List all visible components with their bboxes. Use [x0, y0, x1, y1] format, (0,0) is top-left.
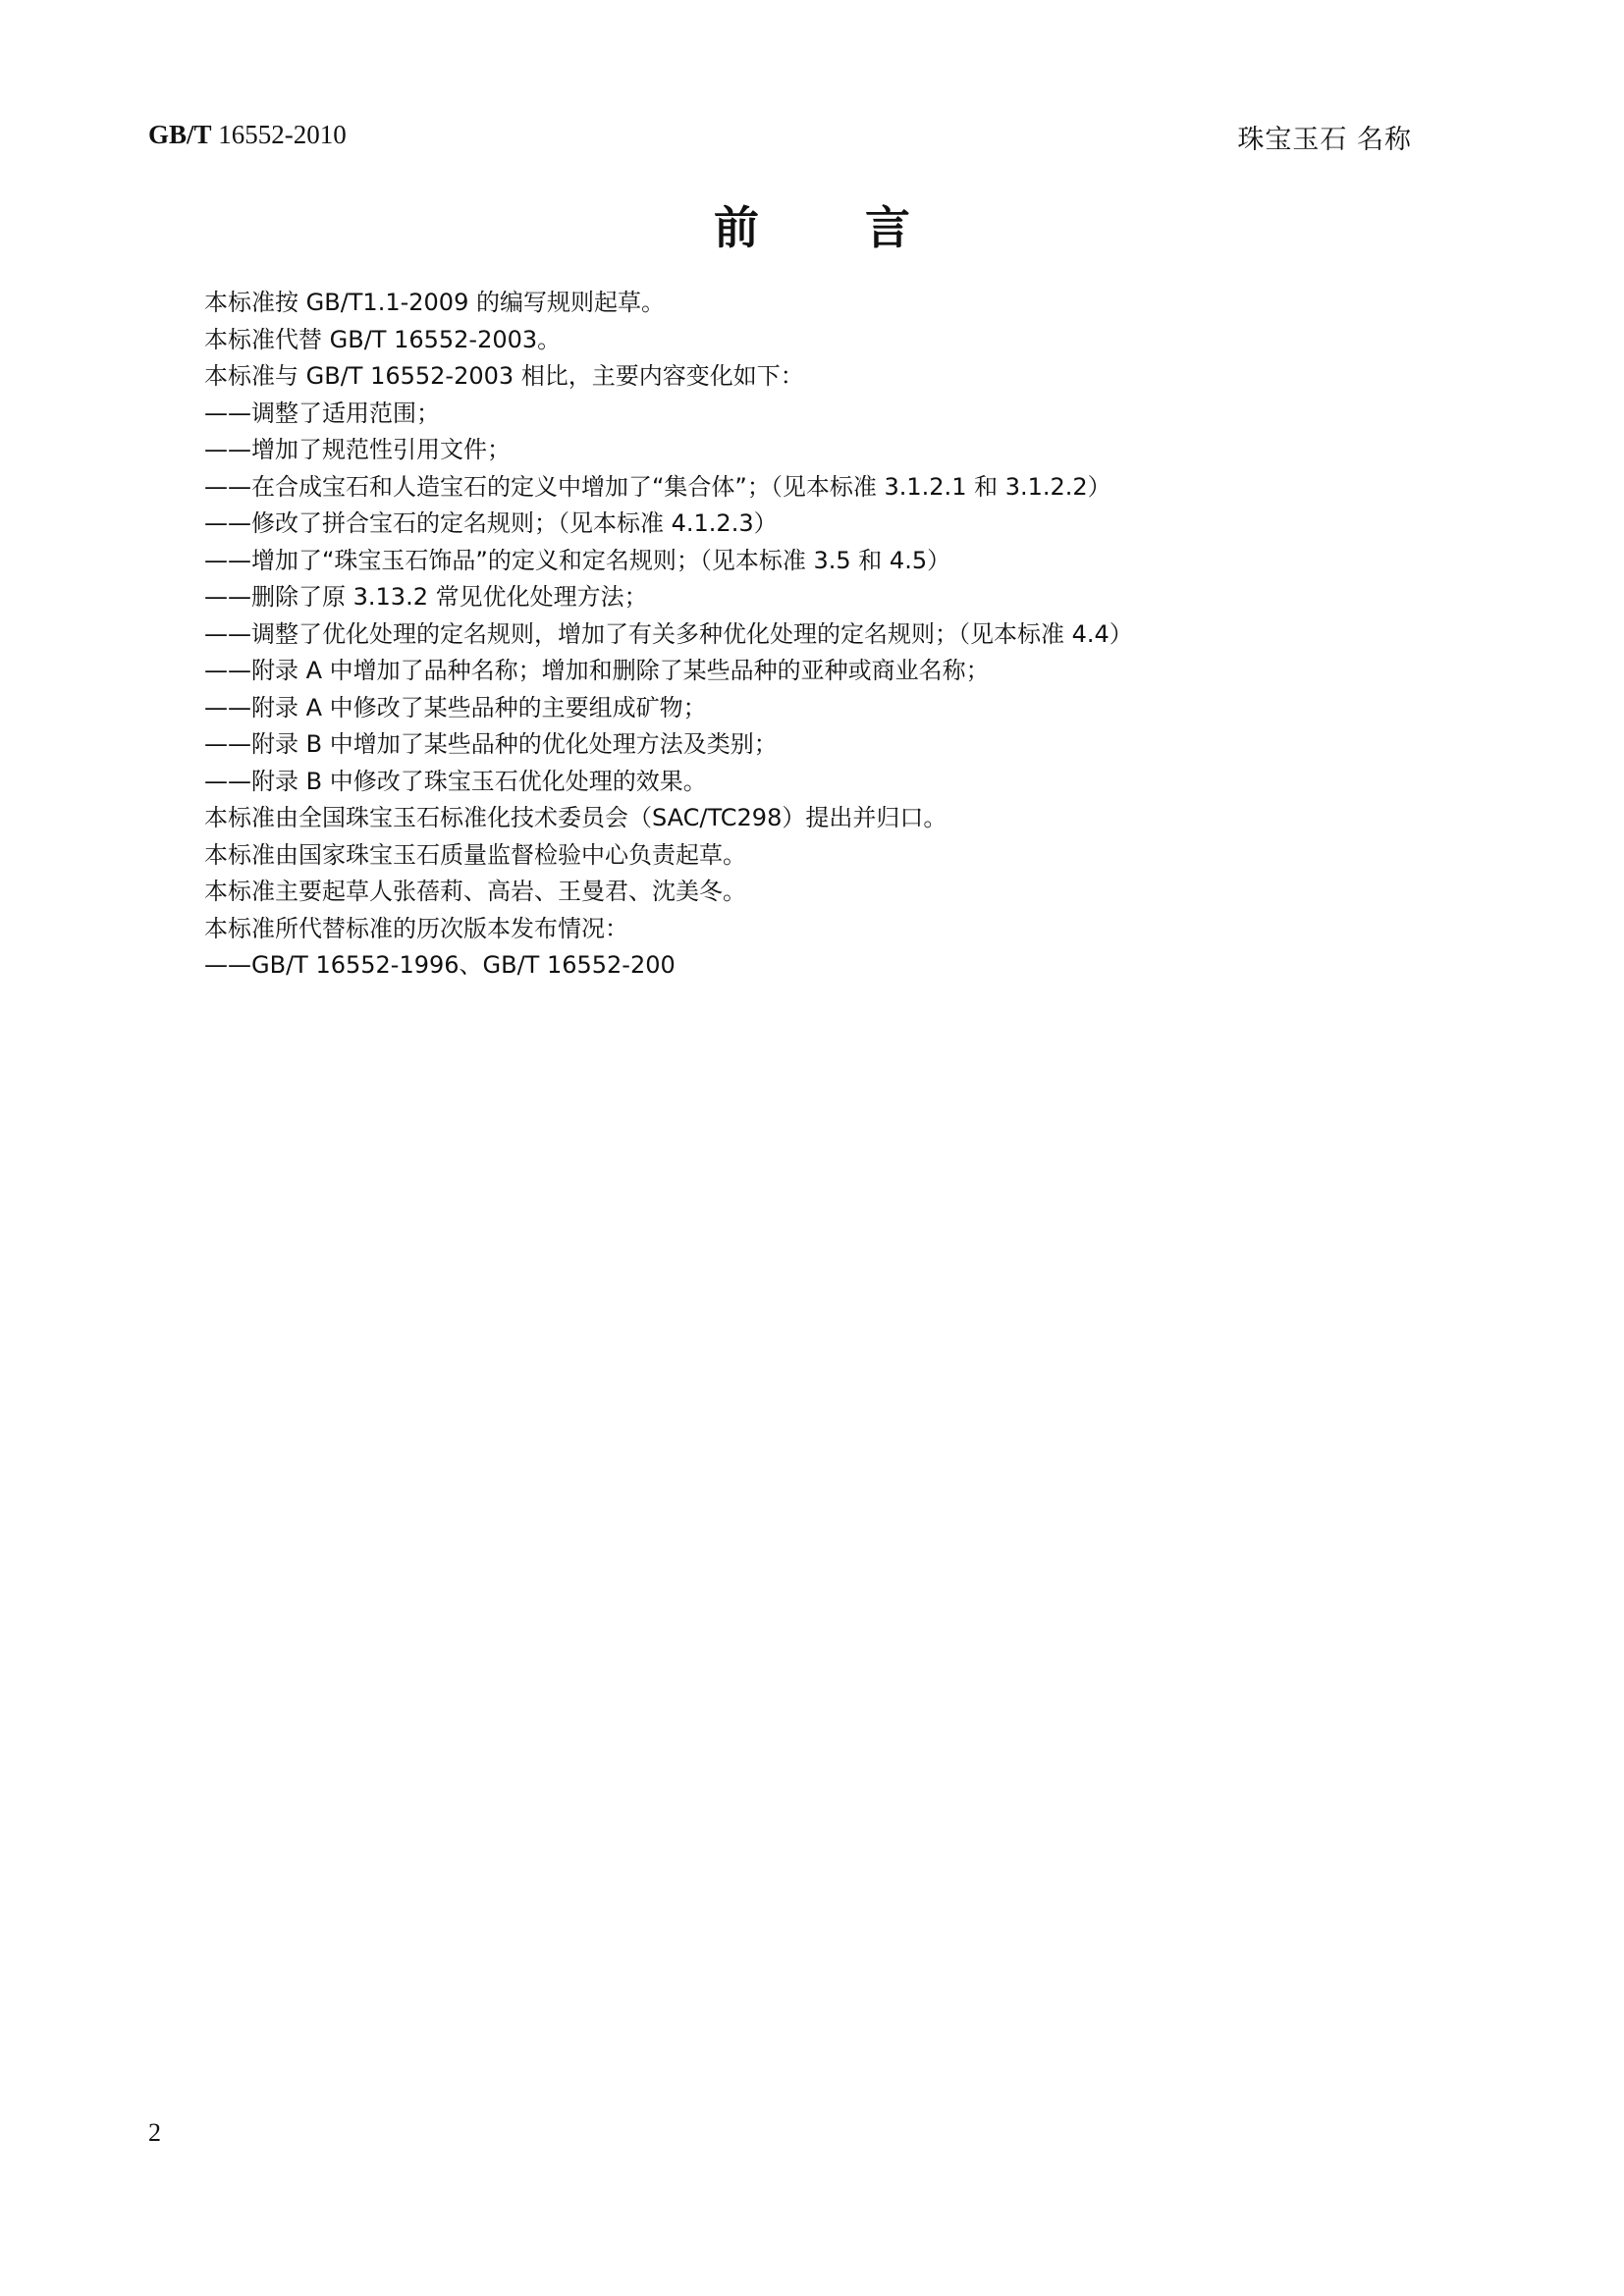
list-item: ——调整了优化处理的定名规则，增加了有关多种优化处理的定名规则；（见本标准 4.4） — [204, 619, 1133, 648]
list-item: ——附录 B 中增加了某些品种的优化处理方法及类别； — [204, 730, 778, 758]
document-title: 珠宝玉石 名称 — [1237, 125, 1412, 155]
preface-body — [204, 285, 1441, 985]
list-item: ——附录 A 中增加了品种名称；增加和删除了某些品种的亚种或商业名称； — [204, 657, 990, 684]
list-item: ——GB/T 16552-1996、GB/T 16552-200 — [204, 951, 676, 979]
standard-prefix: GB/T — [148, 120, 212, 149]
list-item: ——附录 A 中修改了某些品种的主要组成矿物； — [204, 693, 707, 721]
text-line: 本标准与 GB/T 16552-2003 相比，主要内容变化如下： — [204, 362, 804, 390]
page-number: 2 — [148, 2118, 161, 2147]
text-line: 本标准主要起草人张蓓莉、高岩、王曼君、沈美冬。 — [204, 878, 746, 905]
list-item: ——修改了拼合宝石的定名规则；（见本标准 4.1.2.3） — [204, 509, 778, 537]
standard-number: 16552-2010 — [211, 120, 347, 149]
list-item: ——增加了规范性引用文件； — [204, 436, 511, 463]
text-line: 本标准由全国珠宝玉石标准化技术委员会（SAC/TC298）提出并归口。 — [204, 804, 947, 831]
list-item: ——增加了“珠宝玉石饰品”的定义和定名规则；（见本标准 3.5 和 4.5） — [204, 546, 951, 574]
text-line: 本标准由国家珠宝玉石质量监督检验中心负责起草。 — [204, 840, 746, 869]
list-item: ——附录 B 中修改了珠宝玉石优化处理的效果。 — [204, 767, 707, 795]
page-title: 前言 — [714, 201, 1016, 254]
text-line: 本标准代替 GB/T 16552-2003。 — [204, 325, 562, 353]
list-item: ——调整了适用范围； — [204, 399, 440, 427]
text-line: 本标准按 GB/T1.1-2009 的编写规则起草。 — [204, 289, 665, 316]
list-item: ——删除了原 3.13.2 常见优化处理方法； — [204, 583, 648, 611]
list-item: ——在合成宝石和人造宝石的定义中增加了“集合体”；（见本标准 3.1.2.1 和 3.1.2.2） — [204, 472, 1111, 501]
standard-code — [148, 120, 347, 150]
text-line: 本标准所代替标准的历次版本发布情况： — [204, 914, 628, 942]
